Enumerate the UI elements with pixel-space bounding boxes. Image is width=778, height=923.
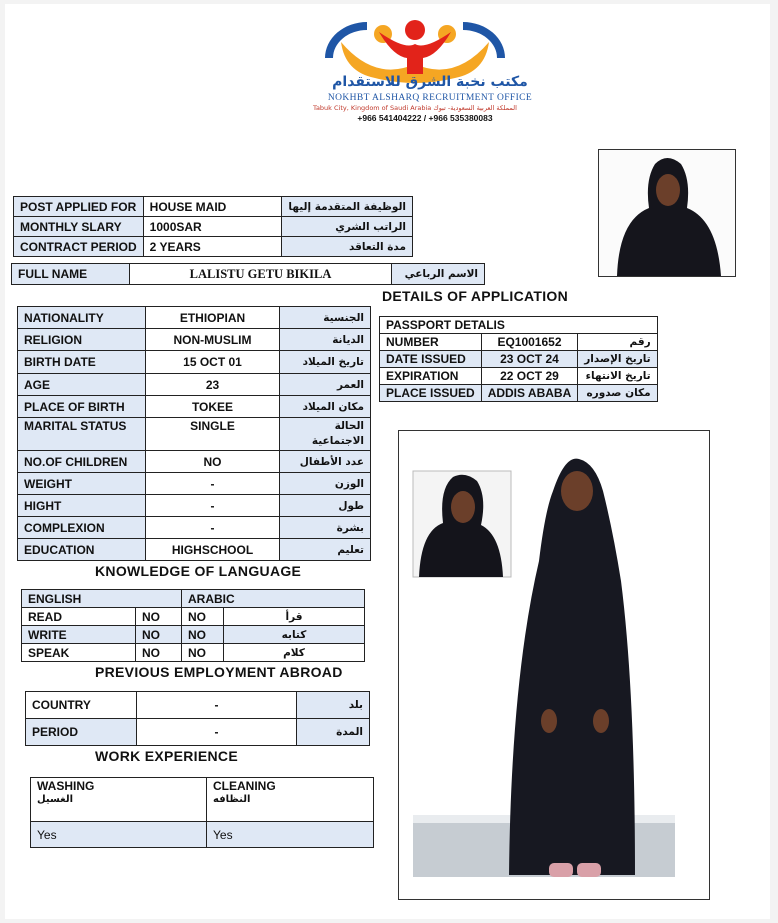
heading-experience: WORK EXPERIENCE bbox=[95, 748, 238, 764]
salary-ar: الراتب الشري bbox=[282, 217, 413, 237]
detail-ar: تعليم bbox=[280, 539, 371, 561]
post-table bbox=[13, 196, 413, 257]
detail-ar: تاريخ الميلاد bbox=[280, 351, 371, 374]
experience-en: CLEANING bbox=[213, 779, 276, 793]
detail-ar: العمر bbox=[280, 374, 371, 396]
passport-value: 23 OCT 24 bbox=[481, 351, 578, 368]
passport-value: EQ1001652 bbox=[481, 334, 578, 351]
language-skill-ar: كتابه bbox=[224, 626, 365, 644]
detail-label: HIGHT bbox=[18, 495, 146, 517]
experience-ar: الغسيل bbox=[37, 794, 74, 805]
portrait-photo bbox=[598, 149, 736, 277]
language-skill: READ bbox=[22, 608, 136, 626]
detail-label: PLACE OF BIRTH bbox=[18, 396, 146, 418]
logo-name-ar: مكتب نخبة الشرق للاستقدام bbox=[332, 74, 528, 90]
contract-ar: مدة التعاقد bbox=[282, 237, 413, 257]
passport-ar: مكان صدوره bbox=[578, 385, 657, 402]
detail-label: MARITAL STATUS bbox=[18, 418, 146, 451]
language-skill-ar: قرأ bbox=[224, 608, 365, 626]
experience-ar: النظافه bbox=[213, 794, 251, 805]
salary-label: MONTHLY SLARY bbox=[14, 217, 144, 237]
detail-label: NATIONALITY bbox=[18, 307, 146, 329]
experience-table bbox=[30, 777, 374, 848]
detail-ar: الجنسية bbox=[280, 307, 371, 329]
passport-value: 22 OCT 29 bbox=[481, 368, 578, 385]
detail-label: WEIGHT bbox=[18, 473, 146, 495]
passport-ar: رقم bbox=[578, 334, 657, 351]
detail-ar: مكان الميلاد bbox=[280, 396, 371, 418]
detail-value: TOKEE bbox=[146, 396, 280, 418]
language-skill-ar: كلام bbox=[224, 644, 365, 662]
experience-item bbox=[207, 778, 374, 822]
detail-label: COMPLEXION bbox=[18, 517, 146, 539]
passport-ar: تاريخ الانتهاء bbox=[578, 368, 657, 385]
detail-value: NON-MUSLIM bbox=[146, 329, 280, 351]
detail-label: NO.OF CHILDREN bbox=[18, 451, 146, 473]
experience-value: Yes bbox=[31, 822, 207, 848]
full-name-value: LALISTU GETU BIKILA bbox=[130, 264, 392, 285]
detail-value: NO bbox=[146, 451, 280, 473]
detail-ar: الديانة bbox=[280, 329, 371, 351]
passport-label: DATE ISSUED bbox=[380, 351, 482, 368]
full-name-ar: الاسم الرباعي bbox=[392, 264, 485, 285]
passport-title: PASSPORT DETALIS bbox=[380, 317, 658, 334]
details-table bbox=[17, 306, 371, 561]
experience-value: Yes bbox=[207, 822, 374, 848]
detail-value: SINGLE bbox=[146, 418, 280, 451]
employment-ar: المدة bbox=[297, 719, 370, 746]
logo-phones: +966 541404222 / +966 535380083 bbox=[357, 113, 493, 123]
employment-ar: بلد bbox=[297, 692, 370, 719]
passport-label: NUMBER bbox=[380, 334, 482, 351]
detail-label: BIRTH DATE bbox=[18, 351, 146, 374]
language-arabic-value: NO bbox=[182, 608, 224, 626]
language-english-value: NO bbox=[136, 644, 182, 662]
language-table bbox=[21, 589, 365, 662]
detail-value: - bbox=[146, 473, 280, 495]
detail-ar: الحالة الاجتماعية bbox=[280, 418, 371, 451]
detail-label: AGE bbox=[18, 374, 146, 396]
employment-table bbox=[25, 691, 370, 746]
language-skill: WRITE bbox=[22, 626, 136, 644]
company-logo bbox=[255, 12, 575, 124]
full-body-photo bbox=[398, 430, 710, 900]
detail-value: 23 bbox=[146, 374, 280, 396]
passport-label: PLACE ISSUED bbox=[380, 385, 482, 402]
logo-name-en: NOKHBT ALSHARQ RECRUITMENT OFFICE bbox=[327, 93, 533, 103]
passport-ar: تاريخ الإصدار bbox=[578, 351, 657, 368]
detail-value: ETHIOPIAN bbox=[146, 307, 280, 329]
full-name-label: FULL NAME bbox=[12, 264, 130, 285]
passport-label: EXPIRATION bbox=[380, 368, 482, 385]
salary-value: 1000SAR bbox=[143, 217, 282, 237]
detail-ar: بشرة bbox=[280, 517, 371, 539]
passport-value: ADDIS ABABA bbox=[481, 385, 578, 402]
post-ar: الوظيفة المتقدمة إليها bbox=[282, 197, 413, 217]
full-name-table bbox=[11, 263, 485, 285]
language-skill: SPEAK bbox=[22, 644, 136, 662]
experience-en: WASHING bbox=[37, 779, 95, 793]
logo-address: Tabuk City, Kingdom of Saudi Arabia المملكة العربية السعودية- تبوك bbox=[313, 104, 517, 112]
detail-label: EDUCATION bbox=[18, 539, 146, 561]
passport-table bbox=[379, 316, 658, 402]
detail-value: - bbox=[146, 495, 280, 517]
post-label: POST APPLIED FOR bbox=[14, 197, 144, 217]
heading-language: KNOWLEDGE OF LANGUAGE bbox=[95, 563, 302, 579]
detail-ar: طول bbox=[280, 495, 371, 517]
detail-value: - bbox=[146, 517, 280, 539]
contract-label: CONTRACT PERIOD bbox=[14, 237, 144, 257]
language-arabic-value: NO bbox=[182, 644, 224, 662]
experience-item bbox=[31, 778, 207, 822]
employment-value: - bbox=[137, 692, 297, 719]
detail-value: HIGHSCHOOL bbox=[146, 539, 280, 561]
language-arabic-header: ARABIC bbox=[182, 590, 365, 608]
language-english-header: ENGLISH bbox=[22, 590, 182, 608]
detail-ar: الوزن bbox=[280, 473, 371, 495]
employment-label: PERIOD bbox=[26, 719, 137, 746]
language-arabic-value: NO bbox=[182, 626, 224, 644]
contract-value: 2 YEARS bbox=[143, 237, 282, 257]
heading-details: DETAILS OF APPLICATION bbox=[382, 288, 569, 304]
heading-employment: PREVIOUS EMPLOYMENT ABROAD bbox=[95, 664, 343, 680]
application-sheet bbox=[5, 4, 770, 919]
language-english-value: NO bbox=[136, 608, 182, 626]
post-value: HOUSE MAID bbox=[143, 197, 282, 217]
detail-label: RELIGION bbox=[18, 329, 146, 351]
employment-label: COUNTRY bbox=[26, 692, 137, 719]
employment-value: - bbox=[137, 719, 297, 746]
detail-ar: عدد الأطفال bbox=[280, 451, 371, 473]
detail-value: 15 OCT 01 bbox=[146, 351, 280, 374]
language-english-value: NO bbox=[136, 626, 182, 644]
